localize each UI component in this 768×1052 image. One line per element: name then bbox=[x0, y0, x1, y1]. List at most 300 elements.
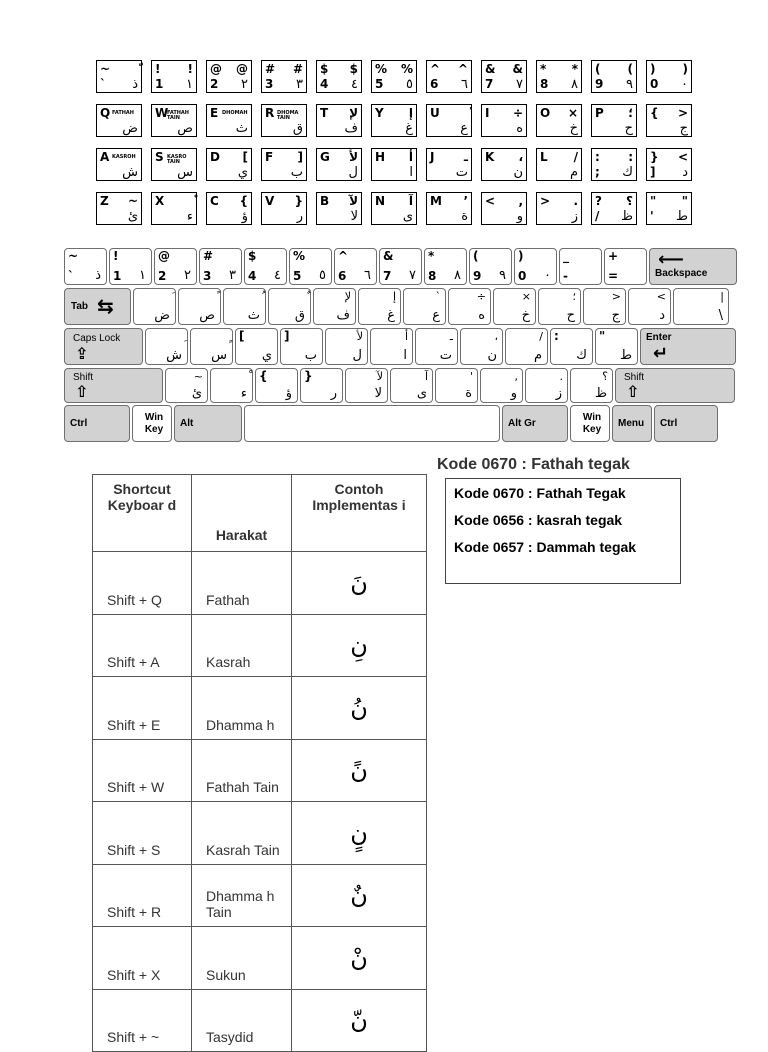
key-br: ا bbox=[403, 348, 407, 363]
key-br: ذ bbox=[95, 268, 101, 283]
cell-harakat: Sukun bbox=[192, 927, 292, 990]
cell-shortcut: Shift + E bbox=[93, 677, 192, 740]
keycap-tl: L bbox=[540, 150, 548, 164]
key[interactable] bbox=[493, 288, 536, 325]
key-tr: , bbox=[514, 370, 518, 383]
keycap-br: ٠ bbox=[681, 77, 688, 92]
key[interactable] bbox=[109, 248, 152, 285]
arrow-icon: ⇧ bbox=[626, 382, 640, 401]
keycap-bl: 7 bbox=[485, 77, 494, 91]
header-example: Contoh Implementas i bbox=[292, 475, 427, 552]
key-tl: % bbox=[293, 249, 306, 263]
keycap-tr: ـ bbox=[463, 150, 468, 164]
keycap-br: ف bbox=[344, 121, 358, 136]
key-br: ص bbox=[199, 308, 215, 323]
arrow-icon: ⇆ bbox=[97, 294, 114, 318]
keycap-tr: ؟ bbox=[626, 194, 633, 208]
key[interactable] bbox=[64, 248, 107, 285]
key-br: م bbox=[533, 348, 542, 363]
cell-harakat: Kasrah bbox=[192, 614, 292, 677]
cell-example: نٌ bbox=[292, 864, 427, 927]
key-br: ٥ bbox=[319, 268, 326, 283]
key[interactable] bbox=[538, 288, 581, 325]
key-tl: _ bbox=[563, 249, 569, 263]
key[interactable] bbox=[223, 288, 266, 325]
key-br: ٣ bbox=[229, 268, 236, 283]
key-br: د bbox=[659, 308, 665, 323]
keycap-br: ي bbox=[237, 165, 248, 180]
key[interactable] bbox=[235, 328, 278, 365]
key[interactable] bbox=[358, 288, 401, 325]
key-br: ٧ bbox=[409, 268, 416, 283]
keycap-tr: } bbox=[294, 194, 303, 208]
cell-harakat: Fathah bbox=[192, 552, 292, 615]
key-label: Shift bbox=[73, 372, 94, 383]
key-label: Alt bbox=[180, 418, 194, 429]
keycap-br: ة bbox=[461, 209, 468, 224]
key[interactable] bbox=[379, 248, 422, 285]
key-br: ق bbox=[294, 308, 305, 323]
cell-shortcut: Shift + X bbox=[93, 927, 192, 990]
key[interactable] bbox=[154, 248, 197, 285]
key-enter[interactable] bbox=[640, 328, 736, 365]
keycap-br: ظ bbox=[620, 209, 633, 224]
code-title: Kode 0670 : Fathah tegak bbox=[437, 456, 630, 473]
keycap-tl: @ bbox=[210, 62, 222, 76]
keycap bbox=[536, 104, 582, 137]
keycap-tr: ) bbox=[682, 62, 688, 76]
keycap bbox=[426, 104, 472, 137]
keycap bbox=[426, 148, 472, 181]
key-br: ر bbox=[330, 386, 337, 401]
keycap-bl: / bbox=[595, 209, 600, 223]
keycap-br: ئ bbox=[127, 209, 138, 224]
key-shift[interactable] bbox=[615, 368, 735, 403]
key-bl: ` bbox=[68, 269, 74, 283]
keycap bbox=[591, 192, 637, 225]
key-bl: = bbox=[608, 269, 619, 283]
keycap-tl: Y bbox=[375, 106, 384, 120]
keycap bbox=[261, 148, 307, 181]
key[interactable] bbox=[199, 248, 242, 285]
key-tr: ـ bbox=[449, 330, 453, 343]
key-br: ٩ bbox=[499, 268, 506, 283]
key-br: ث bbox=[247, 308, 260, 323]
key-tl: ! bbox=[113, 249, 119, 263]
key-br: ك bbox=[576, 348, 587, 363]
keycap-tl: J bbox=[430, 150, 435, 164]
keycap-row bbox=[96, 60, 708, 93]
key-br: ٦ bbox=[364, 268, 371, 283]
key-tab[interactable] bbox=[64, 288, 131, 325]
key[interactable] bbox=[370, 328, 413, 365]
keycap bbox=[261, 60, 307, 93]
key-tl: & bbox=[383, 249, 394, 263]
keycap-tr: & bbox=[512, 62, 523, 76]
keycap-tl: X bbox=[155, 194, 165, 208]
keycap-row bbox=[96, 192, 708, 225]
key[interactable] bbox=[345, 368, 388, 403]
keycap-bl: 3 bbox=[265, 77, 274, 91]
keycap-tr: % bbox=[400, 62, 413, 76]
key-win-key[interactable] bbox=[570, 405, 610, 442]
keycap bbox=[151, 148, 197, 181]
table-body bbox=[93, 552, 427, 1052]
table-row bbox=[93, 677, 427, 740]
keycap-tl: F bbox=[265, 150, 274, 164]
key[interactable] bbox=[300, 368, 343, 403]
keycap-br: ٥ bbox=[406, 77, 413, 92]
key-tr: ÷ bbox=[476, 290, 486, 303]
arrow-icon: ↵ bbox=[653, 343, 669, 364]
keycap-tl: ? bbox=[595, 194, 602, 208]
keycap-br: ٤ bbox=[351, 77, 358, 92]
key[interactable] bbox=[178, 288, 221, 325]
key-br: ئ bbox=[191, 386, 202, 401]
keycap-bl: 2 bbox=[210, 77, 219, 91]
keycap bbox=[536, 60, 582, 93]
keycap-bl: 0 bbox=[650, 77, 659, 91]
key-br: ه bbox=[478, 308, 485, 323]
keycap-br: م bbox=[569, 165, 578, 180]
keycap-br: ض bbox=[122, 121, 138, 136]
keycap bbox=[206, 60, 252, 93]
keycap-tl: T bbox=[320, 106, 329, 120]
keycap-tr: ! bbox=[187, 62, 193, 76]
arrow-icon: ⇪ bbox=[75, 344, 89, 363]
key-br: ٠ bbox=[544, 268, 551, 283]
key-tl: : bbox=[554, 329, 559, 343]
table-header-row bbox=[93, 475, 427, 552]
key-br: ة bbox=[465, 386, 472, 401]
code-box bbox=[445, 478, 681, 584]
key-br: ز bbox=[555, 386, 562, 401]
keycap-tr: لإ bbox=[349, 106, 358, 120]
key[interactable] bbox=[190, 328, 233, 365]
key[interactable] bbox=[334, 248, 377, 285]
keycap-tl: O bbox=[540, 106, 551, 120]
keycap-tl: Z bbox=[100, 194, 109, 208]
keycap-br: ث bbox=[235, 121, 248, 136]
keycap-br: ١ bbox=[186, 77, 193, 92]
key-bl: - bbox=[563, 269, 568, 283]
key-caps-lock[interactable] bbox=[64, 328, 143, 365]
keycap-tr: ؛ bbox=[628, 106, 633, 120]
key-shift[interactable] bbox=[64, 368, 163, 403]
key-bl: 4 bbox=[248, 269, 257, 283]
key-alt-gr[interactable] bbox=[502, 405, 568, 442]
keycap bbox=[536, 148, 582, 181]
keycap-tl: V bbox=[265, 194, 275, 208]
keycap-br: ى bbox=[402, 209, 413, 224]
key[interactable] bbox=[525, 368, 568, 403]
key-bl: 5 bbox=[293, 269, 302, 283]
key-br: غ bbox=[387, 308, 395, 323]
keyboard-row4 bbox=[64, 368, 737, 403]
cell-shortcut: Shift + S bbox=[93, 802, 192, 865]
key[interactable] bbox=[570, 368, 613, 403]
keycap-br: ا bbox=[409, 165, 413, 180]
keycap-tr: ’ bbox=[463, 194, 468, 208]
key-bl: 7 bbox=[383, 269, 392, 283]
keycap bbox=[316, 60, 362, 93]
key-br: ن bbox=[487, 348, 497, 363]
keycap-row bbox=[96, 148, 708, 181]
table-row bbox=[93, 927, 427, 990]
table-row bbox=[93, 864, 427, 927]
key[interactable] bbox=[480, 368, 523, 403]
keycap-tl: K bbox=[485, 150, 495, 164]
table-row bbox=[93, 552, 427, 615]
keycap-br: ع bbox=[460, 121, 468, 136]
key-br: ل bbox=[352, 348, 362, 363]
keycap bbox=[481, 148, 527, 181]
key-tr: ~ bbox=[193, 370, 203, 383]
keycap-tl: Q bbox=[100, 106, 111, 120]
key-tr: لإ bbox=[344, 290, 351, 303]
key[interactable] bbox=[559, 248, 602, 285]
keycap-note: KASROH bbox=[112, 154, 136, 160]
header-harakat: Harakat bbox=[192, 475, 292, 552]
keycap bbox=[96, 60, 142, 93]
keycap-note: KASRO TAIN bbox=[167, 154, 187, 165]
key-tr: ؛ bbox=[572, 290, 576, 303]
key-backspace[interactable] bbox=[649, 248, 737, 285]
keycap-tl: A bbox=[100, 150, 110, 164]
key[interactable] bbox=[673, 288, 729, 325]
keycap-br: ق bbox=[292, 121, 303, 136]
keycap-br: ٧ bbox=[516, 77, 523, 92]
keycap-tr: ^ bbox=[457, 62, 468, 76]
keycap bbox=[316, 104, 362, 137]
keycap-tl: ! bbox=[155, 62, 161, 76]
key[interactable] bbox=[403, 288, 446, 325]
keycap-tl: R bbox=[265, 106, 275, 120]
keycap-tr: لآ bbox=[349, 194, 358, 208]
key-tr: ' bbox=[469, 370, 473, 383]
table-row bbox=[93, 739, 427, 802]
cell-example: نُ bbox=[292, 677, 427, 740]
key[interactable] bbox=[595, 328, 638, 365]
key-br: ي bbox=[261, 348, 272, 363]
key-ctrl[interactable] bbox=[654, 405, 718, 442]
table-row bbox=[93, 802, 427, 865]
key-label: Ctrl bbox=[70, 418, 88, 429]
key[interactable] bbox=[289, 248, 332, 285]
key-br: ب bbox=[304, 348, 317, 363]
keycap-tl: ^ bbox=[430, 62, 441, 76]
key-label: Alt Gr bbox=[508, 418, 536, 429]
keycap-br: ٢ bbox=[241, 77, 248, 92]
key[interactable] bbox=[390, 368, 433, 403]
keycap-br: ح bbox=[624, 121, 633, 136]
keycap-br: ص bbox=[177, 121, 193, 136]
keycap-br: ب bbox=[290, 165, 303, 180]
key[interactable] bbox=[435, 368, 478, 403]
key-br: و bbox=[510, 386, 517, 401]
arrow-icon: ⟵ bbox=[658, 249, 684, 270]
keycap-br: خ bbox=[569, 121, 578, 136]
keycap-tr: , bbox=[518, 194, 523, 208]
cell-harakat: Dhamma h Tain bbox=[192, 864, 292, 927]
key-tr: ` bbox=[435, 290, 441, 303]
key[interactable] bbox=[583, 288, 626, 325]
keycap-tr: [ bbox=[242, 150, 248, 164]
key-br: ض bbox=[154, 308, 170, 323]
cell-shortcut: Shift + R bbox=[93, 864, 192, 927]
keycap bbox=[371, 192, 417, 225]
keycap-bl: ; bbox=[595, 165, 600, 179]
keycap-br: ش bbox=[122, 165, 138, 180]
key-label: Win Key bbox=[582, 412, 602, 435]
keycap-tl: : bbox=[595, 150, 600, 164]
keycap-br: ن bbox=[513, 165, 523, 180]
keycap-tr: @ bbox=[236, 62, 248, 76]
cell-shortcut: Shift + A bbox=[93, 614, 192, 677]
key[interactable] bbox=[255, 368, 298, 403]
key[interactable] bbox=[460, 328, 503, 365]
key-ctrl[interactable] bbox=[64, 405, 130, 442]
key-tl: ] bbox=[284, 329, 290, 343]
keyboard-row2 bbox=[64, 288, 731, 325]
keycap-tl: E bbox=[210, 106, 219, 120]
key-tl: ( bbox=[473, 249, 479, 263]
key-br: ع bbox=[432, 308, 440, 323]
keycap-bl: 4 bbox=[320, 77, 329, 91]
keycap-bl: ` bbox=[100, 77, 106, 91]
key-menu[interactable] bbox=[612, 405, 652, 442]
key[interactable] bbox=[628, 288, 671, 325]
keycap-br: و bbox=[516, 209, 523, 224]
key-label: Menu bbox=[618, 418, 645, 429]
keycap-note: FATHAH TAIN bbox=[167, 110, 189, 121]
key-bl: 3 bbox=[203, 269, 212, 283]
key-win-key[interactable] bbox=[132, 405, 172, 442]
key-tl: ~ bbox=[68, 249, 79, 263]
keycap-tr: # bbox=[292, 62, 303, 76]
keycap-br: ء bbox=[186, 209, 193, 224]
keycap-tr: × bbox=[567, 106, 578, 120]
key-tl: @ bbox=[158, 249, 170, 263]
keycap bbox=[261, 192, 307, 225]
keycap-tl: ( bbox=[595, 62, 601, 76]
code-line: Kode 0670 : Fathah Tegak bbox=[454, 485, 626, 501]
keycap bbox=[591, 148, 637, 181]
key-space[interactable] bbox=[244, 405, 500, 442]
keyboard-row1 bbox=[64, 248, 739, 285]
key[interactable] bbox=[550, 328, 593, 365]
key[interactable] bbox=[448, 288, 491, 325]
key[interactable] bbox=[244, 248, 287, 285]
key-tl: * bbox=[428, 249, 435, 263]
key-br: س bbox=[211, 348, 227, 363]
keycap-br: ج bbox=[679, 121, 688, 136]
keyboard-diagram bbox=[64, 248, 730, 444]
keycap-tl: } bbox=[650, 150, 659, 164]
key[interactable] bbox=[133, 288, 176, 325]
key[interactable] bbox=[469, 248, 512, 285]
key-alt[interactable] bbox=[174, 405, 242, 442]
keycap-tr: إ bbox=[408, 106, 413, 120]
key-label: Tab bbox=[71, 301, 89, 312]
key-br: ط bbox=[619, 348, 632, 363]
keycap-tl: & bbox=[485, 62, 496, 76]
cell-shortcut: Shift + Q bbox=[93, 552, 192, 615]
key[interactable] bbox=[325, 328, 368, 365]
keyboard-row3 bbox=[64, 328, 738, 365]
cell-example: نّ bbox=[292, 989, 427, 1052]
key[interactable] bbox=[604, 248, 647, 285]
key-tl: # bbox=[203, 249, 214, 263]
keycap bbox=[261, 104, 307, 137]
key-tr: × bbox=[521, 290, 531, 303]
keycap bbox=[646, 192, 692, 225]
key[interactable] bbox=[415, 328, 458, 365]
keycap-tl: W bbox=[155, 106, 169, 120]
key-bl: 8 bbox=[428, 269, 437, 283]
cell-harakat: Dhamma h bbox=[192, 677, 292, 740]
key[interactable] bbox=[313, 288, 356, 325]
key-label: Shift bbox=[624, 372, 645, 383]
key[interactable] bbox=[505, 328, 548, 365]
key-tr: إ bbox=[392, 290, 396, 303]
key-bl: 9 bbox=[473, 269, 482, 283]
keycap-row bbox=[96, 104, 708, 137]
keycap-tl: S bbox=[155, 150, 164, 164]
keycap bbox=[536, 192, 582, 225]
keycap-bl: 6 bbox=[430, 77, 439, 91]
keycap-tr: " bbox=[681, 194, 688, 208]
keycap-tl: C bbox=[210, 194, 219, 208]
key[interactable] bbox=[165, 368, 208, 403]
keycap-tl: M bbox=[430, 194, 442, 208]
keycap-br: ٣ bbox=[296, 77, 303, 92]
key-tl: [ bbox=[239, 329, 245, 343]
keycap-br: ز bbox=[571, 209, 578, 224]
keycap-tl: * bbox=[540, 62, 547, 76]
key-br: ٢ bbox=[184, 268, 191, 283]
keycap-tl: B bbox=[320, 194, 330, 208]
key-br: ش bbox=[166, 348, 182, 363]
cell-shortcut: Shift + ~ bbox=[93, 989, 192, 1052]
keycap bbox=[646, 60, 692, 93]
key-tr: > bbox=[611, 290, 621, 303]
key-tr: < bbox=[656, 290, 666, 303]
key[interactable] bbox=[268, 288, 311, 325]
key[interactable] bbox=[210, 368, 253, 403]
keycap bbox=[481, 104, 527, 137]
keycap-br: ل bbox=[348, 165, 358, 180]
keycap bbox=[371, 104, 417, 137]
keycap-tr: $ bbox=[349, 62, 358, 76]
keycap-tr: آ bbox=[408, 194, 413, 208]
cell-harakat: Fathah Tain bbox=[192, 739, 292, 802]
key-tl: { bbox=[259, 369, 268, 383]
key[interactable] bbox=[145, 328, 188, 365]
key-tl: + bbox=[608, 249, 619, 263]
cell-example: نٍ bbox=[292, 802, 427, 865]
key[interactable] bbox=[424, 248, 467, 285]
keycap-tr: > bbox=[677, 106, 688, 120]
key-br: ظ bbox=[594, 386, 607, 401]
keycap bbox=[646, 148, 692, 181]
keycap-tl: I bbox=[485, 106, 490, 120]
key-label: Enter bbox=[646, 332, 672, 343]
key[interactable] bbox=[514, 248, 557, 285]
shortcut-table bbox=[92, 474, 427, 1052]
key[interactable] bbox=[280, 328, 323, 365]
key-tl: } bbox=[304, 369, 313, 383]
